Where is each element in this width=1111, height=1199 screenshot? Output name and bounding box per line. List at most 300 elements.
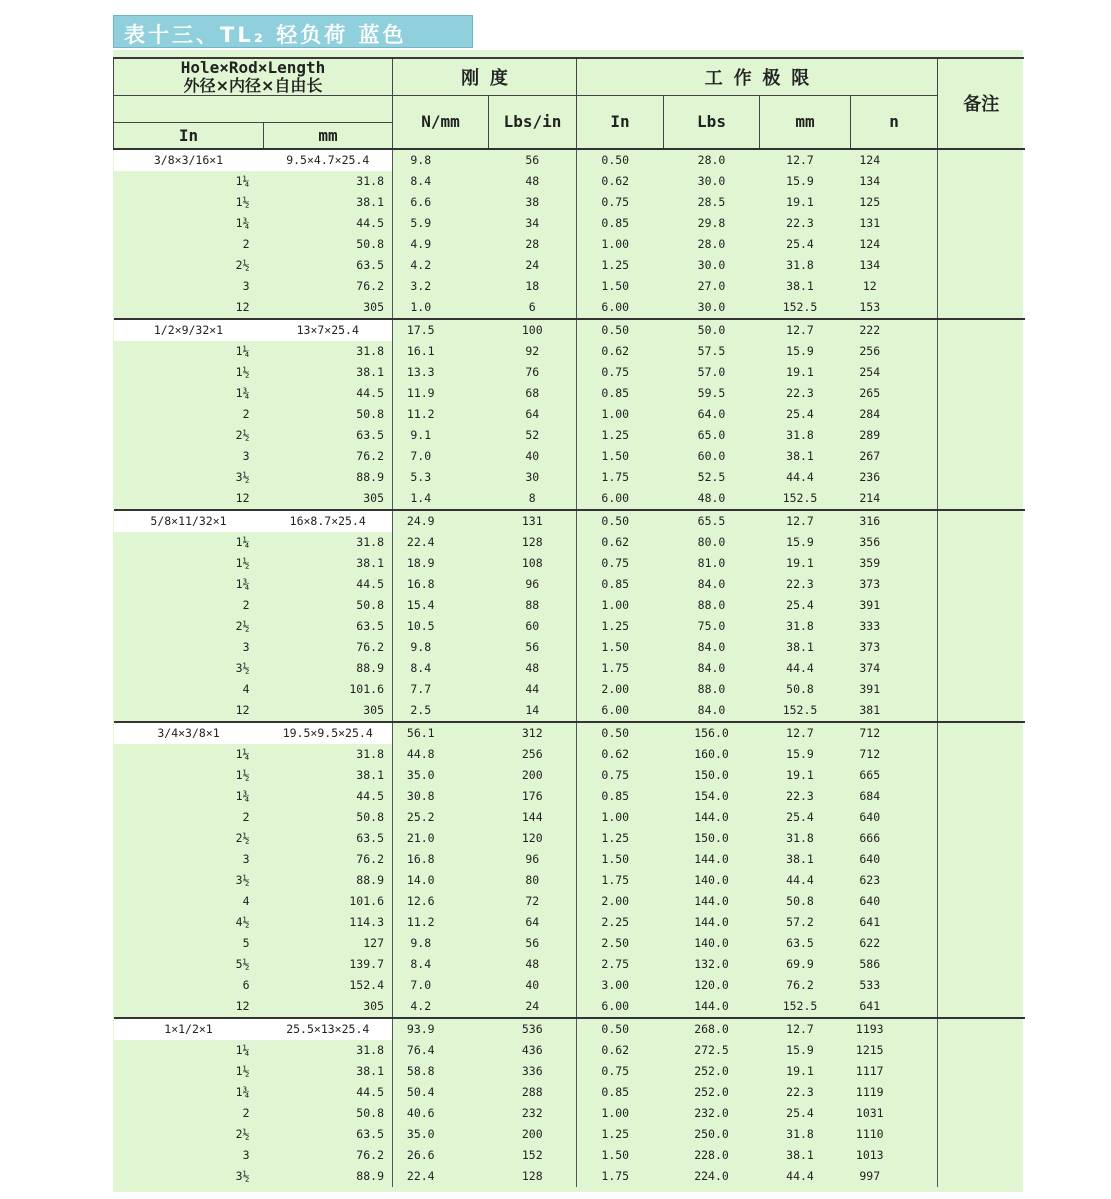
- limit-n: 289: [859, 427, 881, 442]
- table-row: [114, 425, 1025, 446]
- free-length-mm: 50.8: [264, 807, 393, 828]
- remarks-cell: [938, 255, 1025, 276]
- free-length-in: 1¾: [235, 788, 250, 803]
- limit-mm: 31.8: [786, 257, 814, 272]
- free-length-mm: 50.8: [264, 404, 393, 425]
- free-length-mm: 76.2: [264, 446, 393, 467]
- table-row: [114, 510, 1025, 532]
- remarks-cell: [938, 912, 1025, 933]
- stiffness-lbs-in: 200: [489, 765, 577, 786]
- limit-in: 0.50: [577, 319, 664, 341]
- limit-lbs: 28.5: [697, 194, 726, 209]
- header-n-mm: N/mm: [393, 96, 489, 149]
- limit-lbs: 30.0: [697, 257, 726, 272]
- limit-mm: 15.9: [786, 1042, 814, 1057]
- remarks-cell: [938, 149, 1025, 171]
- limit-in: 0.62: [601, 746, 630, 761]
- free-length-mm: 50.8: [264, 234, 393, 255]
- free-length-mm: 63.5: [264, 616, 393, 637]
- free-length-mm: 76.2: [264, 1145, 393, 1166]
- remarks-cell: [938, 744, 1025, 765]
- remarks-cell: [938, 807, 1025, 828]
- limit-mm: 50.8: [786, 893, 814, 908]
- table-row: [114, 362, 1025, 383]
- free-length-in: 1¾: [235, 215, 250, 230]
- stiffness-n-mm: 93.9: [393, 1018, 489, 1040]
- stiffness-lbs-in: 336: [489, 1061, 577, 1082]
- remarks-cell: [938, 828, 1025, 849]
- limit-lbs: 88.0: [697, 597, 726, 612]
- remarks-cell: [938, 276, 1025, 297]
- free-length-in: 2: [242, 809, 250, 824]
- stiffness-n-mm: 6.6: [410, 194, 432, 209]
- free-length-mm: 31.8: [264, 1040, 393, 1061]
- remarks-cell: [938, 933, 1025, 954]
- limit-lbs: 140.0: [694, 935, 729, 950]
- limit-lbs: 57.0: [697, 364, 726, 379]
- limit-in: 3.00: [601, 977, 630, 992]
- free-length-in: 2: [242, 236, 250, 251]
- limit-lbs: 132.0: [694, 956, 729, 971]
- limit-lbs: 224.0: [694, 1168, 729, 1183]
- table-row: [114, 341, 1025, 362]
- limit-mm: 12.7: [760, 510, 851, 532]
- stiffness-n-mm: 35.0: [406, 767, 435, 782]
- remarks-cell: [938, 722, 1025, 744]
- limit-lbs: 160.0: [694, 746, 729, 761]
- limit-lbs: 144.0: [694, 809, 729, 824]
- limit-lbs: 150.0: [694, 767, 729, 782]
- limit-n: 391: [859, 681, 881, 696]
- limit-n: 124: [859, 236, 881, 251]
- limit-in: 1.25: [601, 618, 630, 633]
- free-length-mm: 305: [264, 700, 393, 722]
- stiffness-n-mm: 10.5: [406, 618, 435, 633]
- remarks-cell: [938, 658, 1025, 679]
- stiffness-lbs-in: 92: [489, 341, 577, 362]
- remarks-cell: [938, 425, 1025, 446]
- limit-mm: 31.8: [786, 427, 814, 442]
- stiffness-n-mm: 26.6: [406, 1147, 435, 1162]
- table-row: [114, 954, 1025, 975]
- limit-n: 712: [851, 722, 938, 744]
- stiffness-lbs-in: 96: [489, 574, 577, 595]
- limit-mm: 22.3: [786, 788, 814, 803]
- free-length-mm: 38.1: [264, 765, 393, 786]
- limit-lbs: 65.5: [664, 510, 760, 532]
- limit-n: 333: [859, 618, 881, 633]
- stiffness-n-mm: 11.9: [406, 385, 435, 400]
- stiffness-lbs-in: 48: [489, 171, 577, 192]
- limit-in: 0.85: [601, 215, 630, 230]
- free-length-mm: 44.5: [264, 1082, 393, 1103]
- stiffness-lbs-in: 48: [489, 658, 577, 679]
- limit-in: 1.75: [601, 1168, 630, 1183]
- free-length-mm: 63.5: [264, 425, 393, 446]
- free-length-mm: 101.6: [264, 679, 393, 700]
- stiffness-n-mm: 1.0: [410, 299, 432, 314]
- free-length-mm: 76.2: [264, 637, 393, 658]
- table-row: [114, 383, 1025, 404]
- limit-n: 640: [859, 851, 881, 866]
- free-length-in: 3½: [235, 1168, 250, 1183]
- limit-lbs: 64.0: [697, 406, 726, 421]
- limit-in: 6.00: [601, 490, 630, 505]
- limit-n: 684: [859, 788, 881, 803]
- limit-n: 1215: [855, 1042, 884, 1057]
- remarks-cell: [938, 467, 1025, 488]
- stiffness-n-mm: 9.8: [393, 149, 489, 171]
- limit-in: 1.50: [601, 278, 630, 293]
- stiffness-lbs-in: 80: [489, 870, 577, 891]
- limit-lbs: 272.5: [694, 1042, 729, 1057]
- limit-n: 374: [859, 660, 881, 675]
- free-length-mm: 88.9: [264, 658, 393, 679]
- limit-mm: 38.1: [786, 1147, 814, 1162]
- free-length-in: 1¾: [235, 1084, 250, 1099]
- limit-mm: 44.4: [786, 1168, 814, 1183]
- table-row: [114, 467, 1025, 488]
- remarks-cell: [938, 765, 1025, 786]
- free-length-in: 4½: [235, 914, 250, 929]
- limit-in: 1.75: [601, 660, 630, 675]
- limit-mm: 44.4: [786, 872, 814, 887]
- remarks-cell: [938, 362, 1025, 383]
- limit-mm: 15.9: [786, 534, 814, 549]
- free-length-in: 1½: [235, 1063, 250, 1078]
- size-in: 3/4×3/8×1: [114, 722, 264, 744]
- table-row: [114, 532, 1025, 553]
- stiffness-lbs-in: 200: [489, 1124, 577, 1145]
- limit-in: 0.85: [601, 576, 630, 591]
- page-title: 表十三、TL₂ 轻负荷 蓝色: [124, 23, 407, 47]
- limit-in: 0.75: [601, 555, 630, 570]
- table-row: [114, 933, 1025, 954]
- size-mm: 19.5×9.5×25.4: [264, 722, 393, 744]
- limit-n: 1031: [855, 1105, 884, 1120]
- free-length-in: 1¼: [235, 173, 250, 188]
- limit-lbs: 52.5: [697, 469, 726, 484]
- free-length-mm: 38.1: [264, 362, 393, 383]
- limit-n: 640: [859, 893, 881, 908]
- limit-in: 1.25: [601, 257, 630, 272]
- limit-mm: 31.8: [786, 1126, 814, 1141]
- stiffness-n-mm: 76.4: [406, 1042, 435, 1057]
- limit-lbs: 28.0: [697, 236, 726, 251]
- stiffness-lbs-in: 18: [489, 276, 577, 297]
- table-row: [114, 679, 1025, 700]
- limit-n: 359: [859, 555, 881, 570]
- stiffness-n-mm: 9.8: [410, 639, 432, 654]
- limit-in: 1.00: [601, 809, 630, 824]
- stiffness-lbs-in: 40: [489, 446, 577, 467]
- remarks-cell: [938, 849, 1025, 870]
- limit-lbs: 84.0: [697, 660, 726, 675]
- stiffness-lbs-in: 48: [489, 954, 577, 975]
- free-length-in: 12: [235, 299, 250, 314]
- stiffness-lbs-in: 232: [489, 1103, 577, 1124]
- free-length-in: 2½: [235, 427, 250, 442]
- limit-n: 12: [862, 278, 877, 293]
- limit-n: 284: [859, 406, 881, 421]
- stiffness-n-mm: 24.9: [393, 510, 489, 532]
- free-length-mm: 31.8: [264, 744, 393, 765]
- limit-n: 1117: [855, 1063, 884, 1078]
- stiffness-lbs-in: 52: [489, 425, 577, 446]
- limit-n: 586: [859, 956, 881, 971]
- limit-n: 1013: [855, 1147, 884, 1162]
- limit-lbs: 30.0: [697, 173, 726, 188]
- limit-in: 6.00: [601, 998, 630, 1013]
- free-length-mm: 44.5: [264, 383, 393, 404]
- table-row: [114, 297, 1025, 319]
- limit-lbs: 30.0: [697, 299, 726, 314]
- free-length-mm: 44.5: [264, 786, 393, 807]
- remarks-cell: [938, 341, 1025, 362]
- remarks-cell: [938, 1166, 1025, 1187]
- limit-lbs: 29.8: [697, 215, 726, 230]
- limit-in: 0.50: [577, 510, 664, 532]
- stiffness-lbs-in: 128: [489, 532, 577, 553]
- remarks-cell: [938, 1082, 1025, 1103]
- stiffness-n-mm: 35.0: [406, 1126, 435, 1141]
- remarks-cell: [938, 870, 1025, 891]
- free-length-mm: 38.1: [264, 192, 393, 213]
- limit-n: 124: [851, 149, 938, 171]
- stiffness-lbs-in: 38: [489, 192, 577, 213]
- stiffness-n-mm: 17.5: [393, 319, 489, 341]
- stiffness-lbs-in: 152: [489, 1145, 577, 1166]
- remarks-cell: [938, 553, 1025, 574]
- remarks-cell: [938, 1145, 1025, 1166]
- limit-n: 666: [859, 830, 881, 845]
- limit-mm: 12.7: [760, 319, 851, 341]
- free-length-mm: 38.1: [264, 553, 393, 574]
- table-row: [114, 171, 1025, 192]
- table-row: [114, 849, 1025, 870]
- limit-mm: 69.9: [786, 956, 814, 971]
- stiffness-n-mm: 5.3: [410, 469, 432, 484]
- free-length-in: 1¼: [235, 746, 250, 761]
- limit-n: 533: [859, 977, 881, 992]
- free-length-in: 2: [242, 1105, 250, 1120]
- limit-lbs: 75.0: [697, 618, 726, 633]
- table-row: [114, 1166, 1025, 1187]
- stiffness-lbs-in: 24: [489, 996, 577, 1018]
- limit-mm: 25.4: [786, 809, 814, 824]
- limit-in: 1.25: [601, 1126, 630, 1141]
- free-length-mm: 88.9: [264, 1166, 393, 1187]
- stiffness-lbs-in: 64: [489, 404, 577, 425]
- limit-lbs: 144.0: [694, 893, 729, 908]
- stiffness-lbs-in: 120: [489, 828, 577, 849]
- table-row: [114, 1082, 1025, 1103]
- free-length-in: 12: [235, 998, 250, 1013]
- free-length-in: 1¾: [235, 576, 250, 591]
- limit-mm: 19.1: [786, 767, 814, 782]
- stiffness-lbs-in: 64: [489, 912, 577, 933]
- stiffness-n-mm: 16.8: [406, 851, 435, 866]
- free-length-in: 5½: [235, 956, 250, 971]
- free-length-mm: 63.5: [264, 1124, 393, 1145]
- stiffness-n-mm: 40.6: [406, 1105, 435, 1120]
- table-row: [114, 637, 1025, 658]
- stiffness-n-mm: 18.9: [406, 555, 435, 570]
- stiffness-n-mm: 1.4: [410, 490, 432, 505]
- free-length-in: 3½: [235, 872, 250, 887]
- limit-in: 1.00: [601, 597, 630, 612]
- table-row: [114, 574, 1025, 595]
- limit-lbs: 140.0: [694, 872, 729, 887]
- table-row: [114, 213, 1025, 234]
- remarks-cell: [938, 954, 1025, 975]
- remarks-cell: [938, 679, 1025, 700]
- limit-in: 1.25: [601, 830, 630, 845]
- header-dimensions-cn: 外径×内径×自由长: [183, 76, 323, 95]
- remarks-cell: [938, 171, 1025, 192]
- remarks-cell: [938, 1103, 1025, 1124]
- table-row: [114, 192, 1025, 213]
- remarks-cell: [938, 786, 1025, 807]
- limit-lbs: 60.0: [697, 448, 726, 463]
- limit-n: 391: [859, 597, 881, 612]
- stiffness-lbs-in: 256: [489, 744, 577, 765]
- table-row: [114, 722, 1025, 744]
- limit-in: 0.85: [601, 788, 630, 803]
- stiffness-n-mm: 5.9: [410, 215, 432, 230]
- stiffness-n-mm: 8.4: [410, 660, 432, 675]
- free-length-mm: 76.2: [264, 276, 393, 297]
- table-row: [114, 1103, 1025, 1124]
- stiffness-lbs-in: 76: [489, 362, 577, 383]
- remarks-cell: [938, 595, 1025, 616]
- free-length-mm: 63.5: [264, 828, 393, 849]
- stiffness-lbs-in: 56: [489, 933, 577, 954]
- limit-in: 0.85: [601, 1084, 630, 1099]
- stiffness-n-mm: 15.4: [406, 597, 435, 612]
- limit-mm: 50.8: [786, 681, 814, 696]
- free-length-mm: 152.4: [264, 975, 393, 996]
- limit-n: 381: [859, 702, 881, 717]
- stiffness-n-mm: 50.4: [406, 1084, 435, 1099]
- limit-n: 236: [859, 469, 881, 484]
- spring-spec-table: [113, 59, 1025, 1187]
- remarks-cell: [938, 891, 1025, 912]
- free-length-mm: 305: [264, 996, 393, 1018]
- free-length-in: 1½: [235, 364, 250, 379]
- free-length-in: 2½: [235, 618, 250, 633]
- limit-in: 0.75: [601, 1063, 630, 1078]
- table-row: [114, 404, 1025, 425]
- free-length-in: 1½: [235, 555, 250, 570]
- table-row: [114, 255, 1025, 276]
- limit-n: 131: [859, 215, 881, 230]
- stiffness-lbs-in: 40: [489, 975, 577, 996]
- limit-in: 2.00: [601, 681, 630, 696]
- free-length-mm: 305: [264, 488, 393, 510]
- table-row: [114, 1061, 1025, 1082]
- limit-in: 1.75: [601, 872, 630, 887]
- limit-mm: 22.3: [786, 385, 814, 400]
- stiffness-n-mm: 22.4: [406, 1168, 435, 1183]
- stiffness-lbs-in: 6: [489, 297, 577, 319]
- limit-mm: 63.5: [786, 935, 814, 950]
- free-length-in: 3: [242, 448, 250, 463]
- limit-lbs: 50.0: [664, 319, 760, 341]
- limit-lbs: 27.0: [697, 278, 726, 293]
- limit-in: 2.75: [601, 956, 630, 971]
- table-row: [114, 700, 1025, 722]
- limit-n: 623: [859, 872, 881, 887]
- remarks-cell: [938, 1040, 1025, 1061]
- limit-in: 1.50: [601, 851, 630, 866]
- limit-lbs: 84.0: [697, 639, 726, 654]
- table-row: [114, 595, 1025, 616]
- limit-mm: 25.4: [786, 236, 814, 251]
- header-limit-n: n: [851, 96, 938, 149]
- limit-lbs: 154.0: [694, 788, 729, 803]
- limit-mm: 31.8: [786, 830, 814, 845]
- limit-mm: 44.4: [786, 660, 814, 675]
- free-length-in: 2½: [235, 1126, 250, 1141]
- stiffness-n-mm: 3.2: [410, 278, 432, 293]
- stiffness-lbs-in: 96: [489, 849, 577, 870]
- limit-n: 267: [859, 448, 881, 463]
- stiffness-n-mm: 11.2: [406, 406, 435, 421]
- limit-in: 0.75: [601, 364, 630, 379]
- limit-in: 0.85: [601, 385, 630, 400]
- limit-in: 0.75: [601, 194, 630, 209]
- limit-mm: 38.1: [786, 639, 814, 654]
- table-row: [114, 319, 1025, 341]
- limit-n: 214: [859, 490, 881, 505]
- table-row: [114, 149, 1025, 171]
- stiffness-n-mm: 16.1: [406, 343, 435, 358]
- limit-n: 153: [859, 299, 881, 314]
- remarks-cell: [938, 192, 1025, 213]
- free-length-mm: 114.3: [264, 912, 393, 933]
- header-hole-rod-length-en: Hole×Rod×Length: [180, 58, 326, 77]
- limit-mm: 76.2: [786, 977, 814, 992]
- stiffness-lbs-in: 88: [489, 595, 577, 616]
- limit-n: 622: [859, 935, 881, 950]
- remarks-cell: [938, 1124, 1025, 1145]
- table-row: [114, 870, 1025, 891]
- size-in: 1/2×9/32×1: [114, 319, 264, 341]
- stiffness-lbs-in: 30: [489, 467, 577, 488]
- header-mm: mm: [264, 123, 393, 149]
- limit-in: 0.62: [601, 343, 630, 358]
- stiffness-n-mm: 30.8: [406, 788, 435, 803]
- table-header: [114, 59, 1025, 149]
- free-length-in: 2½: [235, 830, 250, 845]
- size-mm: 9.5×4.7×25.4: [264, 149, 393, 171]
- stiffness-n-mm: 44.8: [406, 746, 435, 761]
- table-body: [114, 149, 1025, 1187]
- remarks-cell: [938, 532, 1025, 553]
- remarks-cell: [938, 616, 1025, 637]
- stiffness-lbs-in: 176: [489, 786, 577, 807]
- stiffness-lbs-in: 34: [489, 213, 577, 234]
- header-in: In: [114, 123, 264, 149]
- stiffness-lbs-in: 44: [489, 679, 577, 700]
- free-length-in: 12: [235, 702, 250, 717]
- free-length-in: 1½: [235, 767, 250, 782]
- limit-mm: 22.3: [786, 215, 814, 230]
- limit-n: 373: [859, 576, 881, 591]
- limit-in: 2.25: [601, 914, 630, 929]
- limit-in: 0.50: [577, 1018, 664, 1040]
